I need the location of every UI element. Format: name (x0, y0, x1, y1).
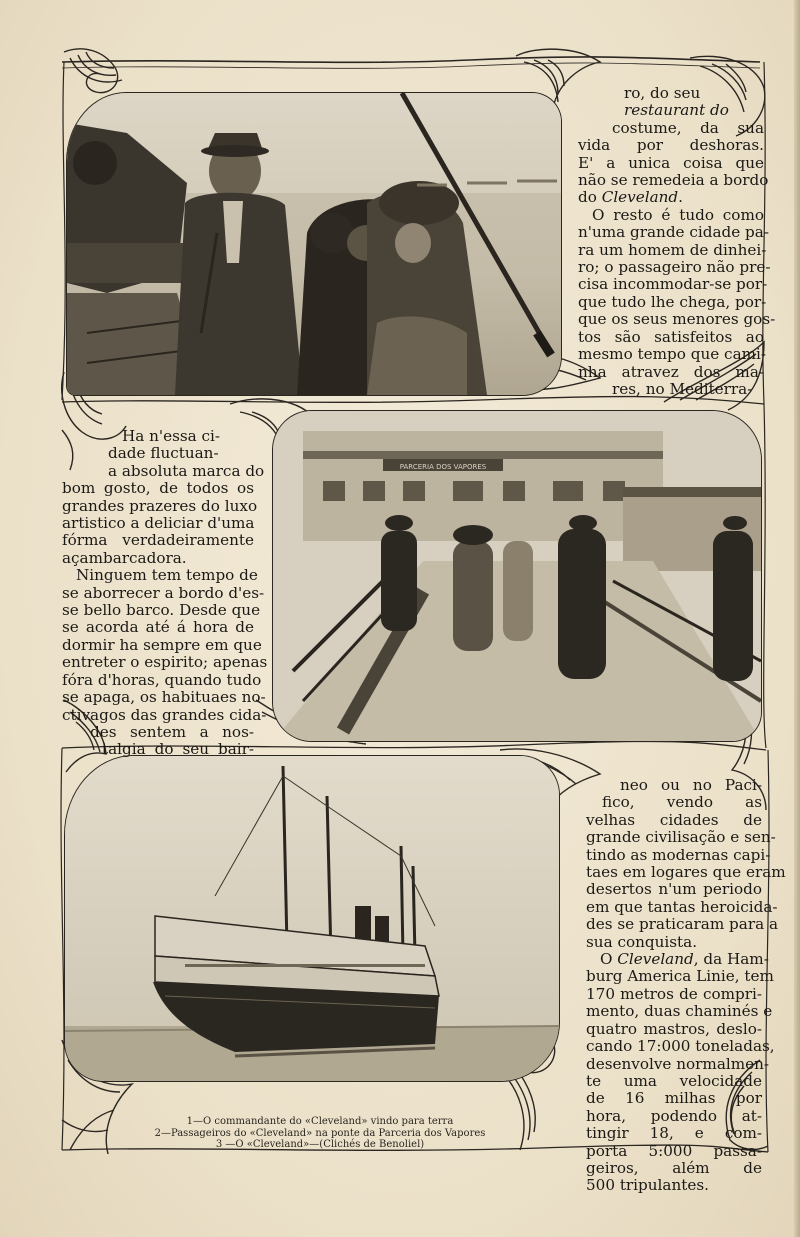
text-line: artistico a deliciar d'uma (62, 514, 255, 533)
text-line: desertos n'um periodo (586, 880, 762, 899)
photo-captions (110, 1116, 530, 1151)
text-line: tos são satisfeitos ao (578, 327, 764, 346)
caption-2: 2—Passageiros do «Cleveland» na ponte da Parceria dos Vapores (154, 1127, 486, 1139)
text-line: ra um homem de dinhei- (578, 240, 767, 259)
text-line: talgia do seu bair- (102, 740, 254, 759)
text-line: neo ou no Paci- (620, 776, 762, 794)
text-line: se bello barco. Desde que (62, 601, 261, 620)
text-line: n'uma grande cidade pa- (578, 223, 769, 242)
text-line: dormir ha sempre em que (62, 635, 262, 654)
text-line: ro; o passageiro não pre- (578, 258, 771, 277)
text-line: sua conquista. (586, 932, 698, 951)
text-line: fórma verdadeiramente (62, 531, 254, 550)
text-line: fóra d'horas, quando tudo (62, 670, 262, 689)
photo-commander-image (67, 93, 561, 395)
text-line: 170 metros de compri- (586, 984, 762, 1003)
text-line: mesmo tempo que cami- (578, 345, 767, 364)
text-line: bom gosto, de todos os (62, 479, 254, 498)
pier-sign: PARCERIA DOS VAPORES (399, 463, 487, 471)
text-line: entreter o espirito; apenas (62, 653, 268, 672)
text-line: Ha n'essa ci- (122, 427, 221, 445)
text-line: E' a unica coisa que (578, 153, 764, 172)
text-line: burg America Linie, tem (586, 967, 774, 986)
text-line: grandes prazeres do luxo (62, 496, 258, 515)
photo-commander (66, 92, 562, 396)
text-line: 500 tripulantes. (586, 1176, 709, 1195)
border-line-top (62, 57, 760, 62)
text-line: em que tantas heroicida- (586, 897, 778, 916)
text-line: cando 17:000 toneladas, (586, 1037, 775, 1056)
text-line: des se praticaram para a (586, 915, 779, 934)
text-line: do Cleveland. (578, 188, 683, 207)
caption-3: 3 —O «Cleveland»—(Clichés de Benoliel) (215, 1139, 425, 1150)
text-line: se acorda até á hora de (62, 618, 254, 637)
text-line: tindo as modernas capi- (586, 845, 771, 864)
text-column-top-right (578, 84, 776, 398)
text-line: ro, do seu (624, 84, 701, 102)
photo-passengers-pier (272, 410, 762, 742)
text-line: te uma velocidade (586, 1071, 762, 1090)
text-line: O resto é tudo como (592, 205, 764, 224)
text-line: ctivagos das grandes cida- (62, 705, 267, 724)
text-line: desenvolve normalmen- (586, 1054, 770, 1073)
text-line: nha atravez dos ma- (578, 362, 764, 381)
caption-1: 1—O commandante do «Cleveland» vindo para terra (186, 1116, 454, 1127)
text-line: se apaga, os habituaes no- (62, 688, 266, 707)
text-column-bottom-right (586, 776, 786, 1195)
text-line: hora, podendo at- (586, 1106, 762, 1125)
text-line: restaurant do (624, 101, 729, 120)
text-line: Ninguem tem tempo de (76, 566, 258, 585)
text-column-middle-left (62, 427, 268, 759)
flourish-top-left (64, 49, 122, 93)
text-line: costume, da sua (612, 118, 764, 137)
text-line: taes em logares que eram (586, 863, 786, 882)
text-line: grande civilisação e sen- (586, 828, 776, 847)
text-line: mento, duas chaminés e (586, 1002, 773, 1021)
text-line: res, no Mediterra- (612, 379, 753, 398)
text-line: se aborrecer a bordo d'es- (62, 583, 265, 602)
photo-cleveland-ship (64, 755, 560, 1082)
text-line: a absoluta marca do (108, 461, 265, 480)
text-line: vida por deshoras. (578, 136, 764, 155)
text-line: des sentem a nos- (90, 722, 254, 741)
text-line: porta 5:000 passa- (586, 1141, 762, 1160)
text-line: velhas cidades de (586, 810, 762, 829)
text-line: O Cleveland, da Ham- (600, 950, 769, 969)
text-line: tingir 18, e com- (586, 1124, 762, 1143)
text-line: cisa incommodar-se por- (578, 275, 768, 294)
text-line: fico, vendo as (602, 793, 762, 812)
photo-passengers-pier-image (273, 411, 761, 741)
text-line: que os seus menores gos- (578, 310, 776, 329)
text-line: dade fluctuan- (108, 444, 219, 463)
text-line: não se remedeia a bordo (578, 171, 769, 190)
text-line: açambarcadora. (62, 548, 187, 567)
photo-cleveland-ship-image (65, 756, 559, 1081)
text-line: que tudo lhe chega, por- (578, 292, 767, 311)
text-line: de 16 milhas por (586, 1089, 762, 1108)
text-line: quatro mastros, deslo- (586, 1019, 762, 1038)
text-line: geiros, além de (586, 1158, 762, 1177)
